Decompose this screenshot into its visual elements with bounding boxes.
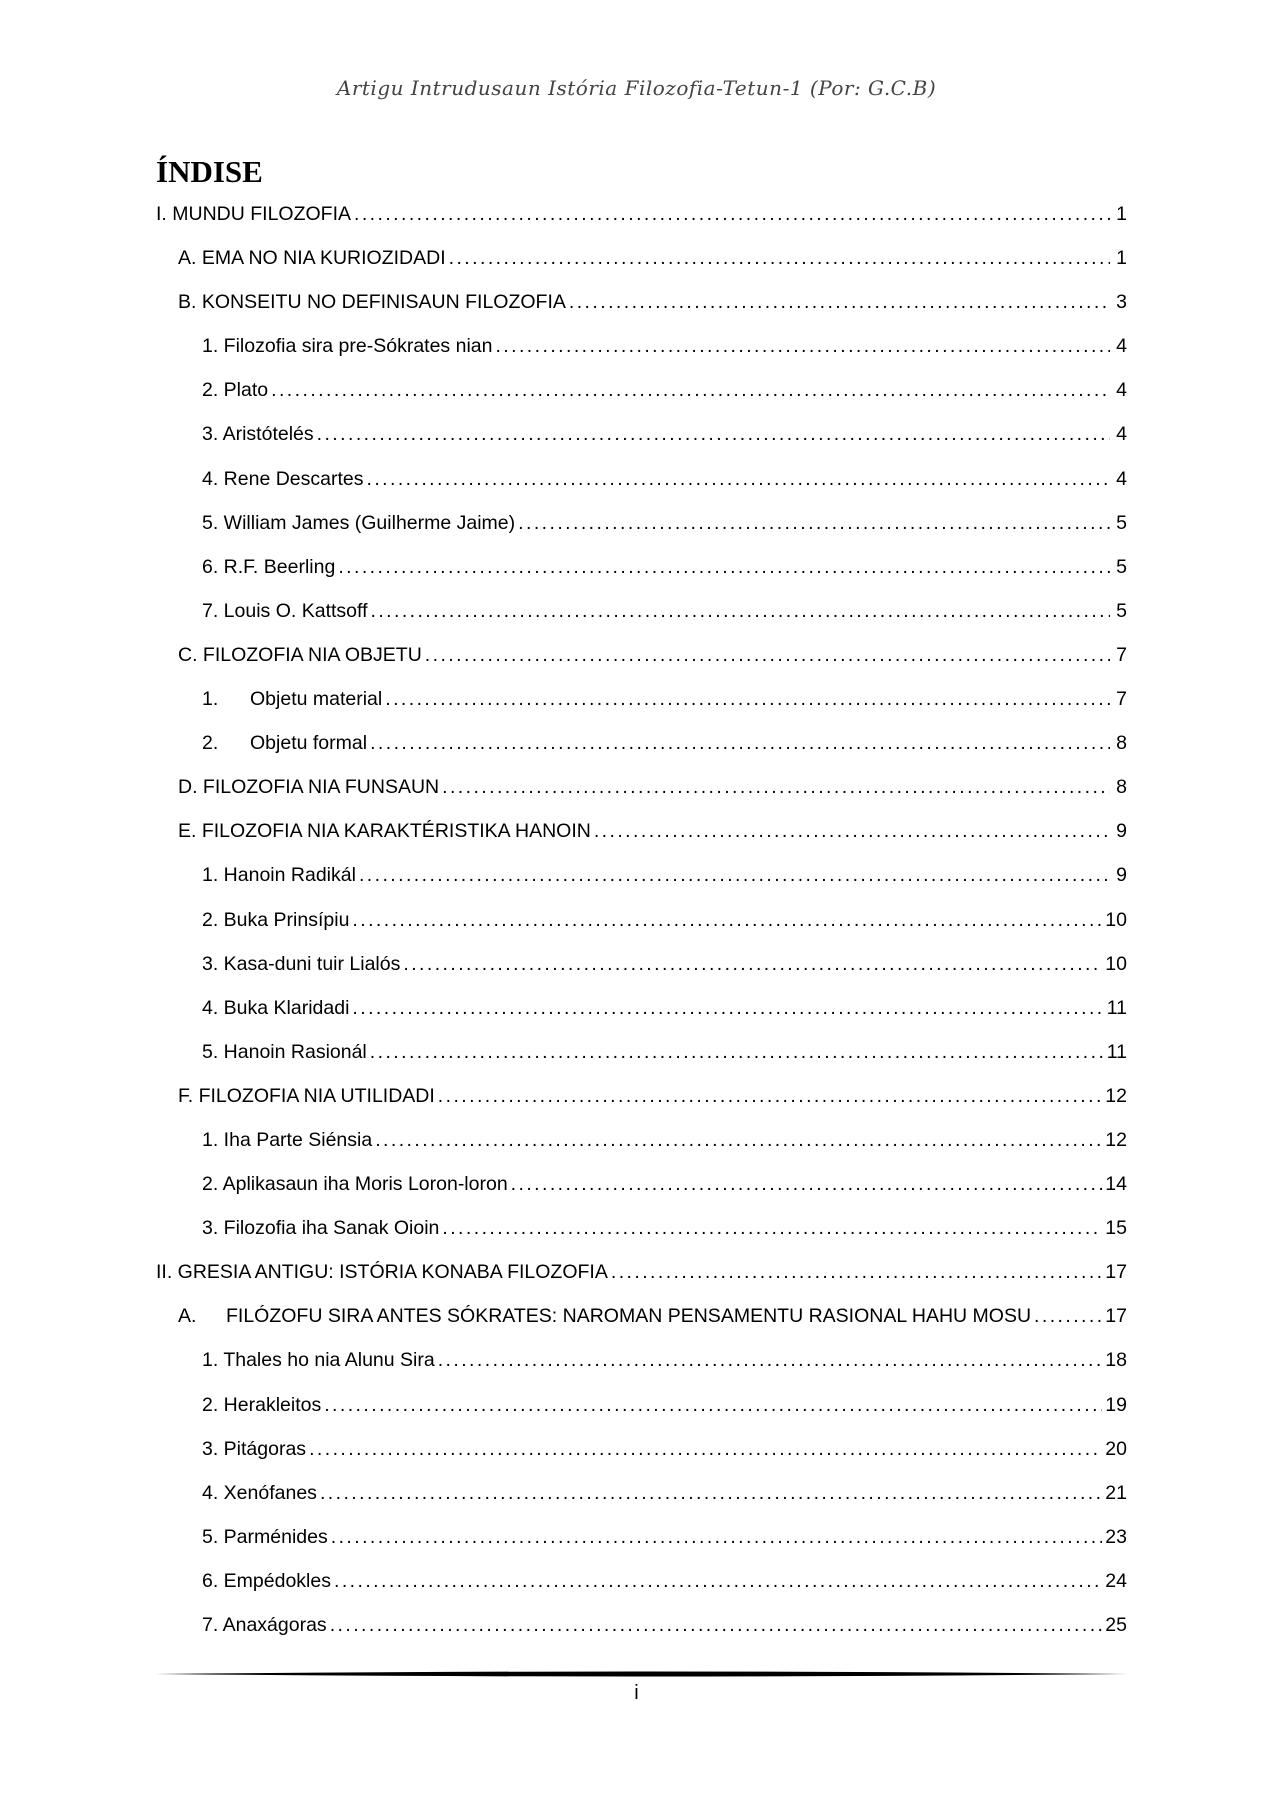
dot-leader	[569, 280, 1110, 324]
toc-entry-text	[202, 501, 515, 545]
toc-entry-text	[202, 1427, 306, 1471]
toc-entry-page: 8	[1116, 732, 1127, 755]
toc-entry-label: Objetu material	[250, 688, 383, 711]
toc-entry-text	[202, 1383, 321, 1427]
toc-entry[interactable]	[156, 1250, 1127, 1294]
toc-entry[interactable]	[156, 545, 1127, 589]
toc-entry-text	[178, 1074, 435, 1118]
toc-entry-text	[156, 1250, 608, 1294]
toc-entry-page: 4	[1116, 423, 1127, 446]
toc-entry[interactable]	[156, 192, 1127, 236]
toc-entry-label: 4. Rene Descartes	[202, 467, 364, 490]
running-header: Artigu Intrudusaun Istória Filozofia-Tetun-1 (Por: G.C.B)	[336, 76, 937, 100]
toc-entry-number: 2.	[202, 732, 219, 755]
toc-entry-text	[178, 280, 566, 324]
toc-entry-page: 20	[1105, 1437, 1127, 1460]
toc-entry-page: 11	[1106, 996, 1127, 1019]
toc-entry[interactable]	[156, 1118, 1127, 1162]
toc-entry-label: 3. Aristótelés	[202, 423, 314, 446]
toc-entry-page: 1	[1116, 203, 1127, 225]
dot-leader	[438, 1074, 1103, 1118]
toc-entry-page: 4	[1116, 335, 1127, 358]
toc-entry-label: 6. Empédokles	[202, 1569, 331, 1592]
toc-entry[interactable]	[156, 589, 1127, 633]
toc-entry-text	[202, 1118, 372, 1162]
toc-entry-text	[202, 1559, 331, 1603]
toc-entry[interactable]	[156, 368, 1127, 412]
dot-leader	[324, 1383, 1102, 1427]
toc-entry-label: 4. Xenófanes	[202, 1481, 317, 1504]
dot-leader	[334, 1559, 1102, 1603]
toc-entry-label: 7. Anaxágoras	[202, 1614, 327, 1636]
dot-leader	[370, 589, 1110, 633]
toc-entry[interactable]	[156, 1559, 1127, 1603]
toc-entry-page: 9	[1116, 820, 1127, 843]
toc-entry-label: 2. Plato	[202, 379, 269, 402]
toc-entry[interactable]	[156, 412, 1127, 456]
toc-entry-page: 4	[1116, 379, 1127, 402]
toc-entry-page: 25	[1105, 1614, 1127, 1636]
toc-entry-text	[202, 457, 364, 501]
dot-leader	[309, 1427, 1102, 1471]
toc-entry-label: C. FILOZOFIA NIA OBJETU	[178, 643, 422, 666]
toc-entry-text	[202, 589, 367, 633]
toc-entry-label: 4. Buka Klaridadi	[202, 996, 350, 1019]
toc-entry-page: 9	[1116, 864, 1127, 887]
toc-entry[interactable]	[156, 1338, 1127, 1382]
toc-entry[interactable]	[156, 677, 1127, 721]
footer-rule	[156, 1670, 1127, 1678]
toc-entry[interactable]	[156, 1294, 1127, 1338]
toc-entry-number: A.	[178, 1305, 197, 1328]
toc-entry[interactable]	[156, 765, 1127, 809]
toc-entry-text	[178, 236, 446, 280]
dot-leader	[442, 1206, 1102, 1250]
toc-entry-label: D. FILOZOFIA NIA FUNSAUN	[178, 776, 440, 799]
toc-title: ÍNDISE	[156, 154, 263, 189]
toc-entry-label: FILÓZOFU SIRA ANTES SÓKRATES: NAROMAN PENSAMENTU RASIONAL HAHU MOSU	[226, 1305, 1032, 1328]
dot-leader	[352, 898, 1102, 942]
toc-entry-page: 7	[1116, 643, 1127, 666]
toc-entry[interactable]	[156, 1206, 1127, 1250]
toc-entry-label: 1. Filozofia sira pre-Sókrates nian	[202, 335, 493, 358]
toc-entry-text	[202, 1206, 439, 1250]
toc-entry-page: 10	[1105, 908, 1127, 931]
toc-entry-label: B. KONSEITU NO DEFINISAUN FILOZOFIA	[178, 291, 566, 314]
toc-entry-text	[202, 677, 382, 721]
toc-entry-label: A. EMA NO NIA KURIOZIDADI	[178, 247, 446, 270]
toc-entry-text	[178, 765, 439, 809]
toc-entry[interactable]	[156, 280, 1127, 324]
toc-entry-text	[202, 1338, 435, 1382]
dot-leader	[352, 986, 1103, 1030]
toc-entry-label: 5. Parménides	[202, 1525, 328, 1548]
toc-entry[interactable]	[156, 853, 1127, 897]
toc-entry-text	[202, 853, 356, 897]
toc-entry-label: 2. Herakleitos	[202, 1393, 322, 1416]
toc-entry[interactable]	[156, 457, 1127, 501]
toc-entry[interactable]	[156, 942, 1127, 986]
toc-entry-text	[202, 545, 335, 589]
dot-leader	[438, 1338, 1103, 1382]
toc-entry-text	[178, 1294, 1031, 1338]
toc-entry-label: 3. Kasa-duni tuir Lialós	[202, 952, 401, 975]
toc-entry[interactable]	[156, 324, 1127, 368]
toc-entry-label: I. MUNDU FILOZOFIA	[156, 203, 351, 225]
toc-entry-text	[202, 721, 367, 765]
dot-leader	[403, 942, 1102, 986]
toc-entry-page: 5	[1116, 511, 1127, 534]
toc-entry-page: 12	[1105, 1084, 1127, 1107]
toc-entry-text	[202, 1515, 328, 1559]
dot-leader	[330, 1603, 1103, 1647]
page-number: i	[634, 1682, 639, 1704]
toc-entry-label: 2. Buka Prinsípiu	[202, 908, 350, 931]
toc-entry-number: 1.	[202, 688, 219, 711]
toc-entry-label: 1. Hanoin Radikál	[202, 864, 356, 887]
toc-entry-page: 7	[1116, 688, 1127, 711]
dot-leader	[425, 633, 1110, 677]
toc-entry-page: 17	[1105, 1261, 1127, 1284]
dot-leader	[338, 545, 1110, 589]
toc-entry-text	[202, 1603, 327, 1647]
toc-entry-label: 3. Pitágoras	[202, 1437, 307, 1460]
dot-leader	[385, 677, 1110, 721]
toc-entry-page: 10	[1105, 952, 1127, 975]
toc-entry-label: 1. Thales ho nia Alunu Sira	[202, 1349, 435, 1372]
toc-entry-text	[202, 1471, 317, 1515]
toc-entry-text	[202, 412, 314, 456]
toc-entry-label: E. FILOZOFIA NIA KARAKTÉRISTIKA HANOIN	[178, 820, 591, 843]
toc-entry[interactable]	[156, 1427, 1127, 1471]
toc-entry[interactable]	[156, 1515, 1127, 1559]
toc-entry-page: 18	[1105, 1349, 1127, 1372]
toc-entry-page: 23	[1105, 1525, 1127, 1548]
toc-entry-label: 5. Hanoin Rasionál	[202, 1040, 367, 1063]
toc-entry[interactable]	[156, 1383, 1127, 1427]
toc-entry-text	[178, 809, 591, 853]
toc-entry-text	[202, 1162, 508, 1206]
toc-entry-page: 14	[1105, 1173, 1127, 1196]
dot-leader	[449, 236, 1110, 280]
dot-leader	[359, 853, 1110, 897]
toc-entry[interactable]	[156, 236, 1127, 280]
toc-entry-text	[202, 368, 268, 412]
toc-entry-page: 8	[1116, 776, 1127, 799]
toc-entry-page: 1	[1116, 247, 1127, 270]
dot-leader	[370, 1030, 1104, 1074]
table-of-contents	[156, 192, 1127, 1647]
toc-entry[interactable]	[156, 721, 1127, 765]
toc-entry-text	[202, 986, 349, 1030]
toc-entry-page: 5	[1116, 599, 1127, 622]
dot-leader	[367, 457, 1111, 501]
dot-leader	[511, 1162, 1103, 1206]
dot-leader	[1034, 1294, 1102, 1338]
toc-entry[interactable]	[156, 1162, 1127, 1206]
toc-entry-page: 5	[1116, 555, 1127, 578]
toc-entry-text	[202, 1030, 367, 1074]
dot-leader	[320, 1471, 1102, 1515]
dot-leader	[271, 368, 1110, 412]
toc-entry[interactable]	[156, 633, 1127, 677]
toc-entry-page: 12	[1105, 1128, 1127, 1151]
toc-entry[interactable]	[156, 986, 1127, 1030]
toc-entry-label: F. FILOZOFIA NIA UTILIDADI	[178, 1084, 435, 1107]
toc-entry[interactable]	[156, 1074, 1127, 1118]
toc-entry[interactable]	[156, 501, 1127, 545]
toc-entry-page: 21	[1105, 1481, 1127, 1504]
dot-leader	[495, 324, 1110, 368]
toc-entry-label: Objetu formal	[250, 732, 368, 755]
dot-leader	[594, 809, 1110, 853]
toc-entry-page: 17	[1105, 1305, 1127, 1328]
dot-leader	[375, 1118, 1102, 1162]
toc-entry-page: 24	[1105, 1569, 1127, 1592]
toc-entry-label: II. GRESIA ANTIGU: ISTÓRIA KONABA FILOZOFIA	[156, 1261, 608, 1284]
dot-leader	[370, 721, 1110, 765]
toc-entry-page: 4	[1116, 467, 1127, 490]
dot-leader	[354, 192, 1110, 236]
toc-entry[interactable]	[156, 898, 1127, 942]
toc-entry-text	[202, 324, 492, 368]
dot-leader	[331, 1515, 1103, 1559]
toc-entry-label: 5. William James (Guilherme Jaime)	[202, 511, 516, 534]
toc-entry-label: 3. Filozofia iha Sanak Oioin	[202, 1217, 440, 1240]
toc-entry-page: 15	[1105, 1217, 1127, 1240]
toc-entry-text	[178, 633, 422, 677]
toc-entry-page: 19	[1105, 1393, 1127, 1416]
toc-entry-page: 11	[1106, 1040, 1127, 1063]
toc-entry[interactable]	[156, 809, 1127, 853]
dot-leader	[442, 765, 1110, 809]
toc-entry[interactable]	[156, 1030, 1127, 1074]
toc-entry[interactable]	[156, 1603, 1127, 1647]
dot-leader	[518, 501, 1110, 545]
toc-entry-text	[156, 192, 351, 236]
toc-entry-text	[202, 942, 400, 986]
toc-entry-label: 6. R.F. Beerling	[202, 555, 336, 578]
dot-leader	[317, 412, 1110, 456]
toc-entry-page: 3	[1116, 291, 1127, 314]
toc-entry-label: 2. Aplikasaun iha Moris Loron-loron	[202, 1173, 508, 1196]
toc-entry-text	[202, 898, 349, 942]
toc-entry[interactable]	[156, 1471, 1127, 1515]
toc-entry-label: 7. Louis O. Kattsoff	[202, 599, 368, 622]
toc-entry-label: 1. Iha Parte Siénsia	[202, 1128, 373, 1151]
dot-leader	[611, 1250, 1102, 1294]
